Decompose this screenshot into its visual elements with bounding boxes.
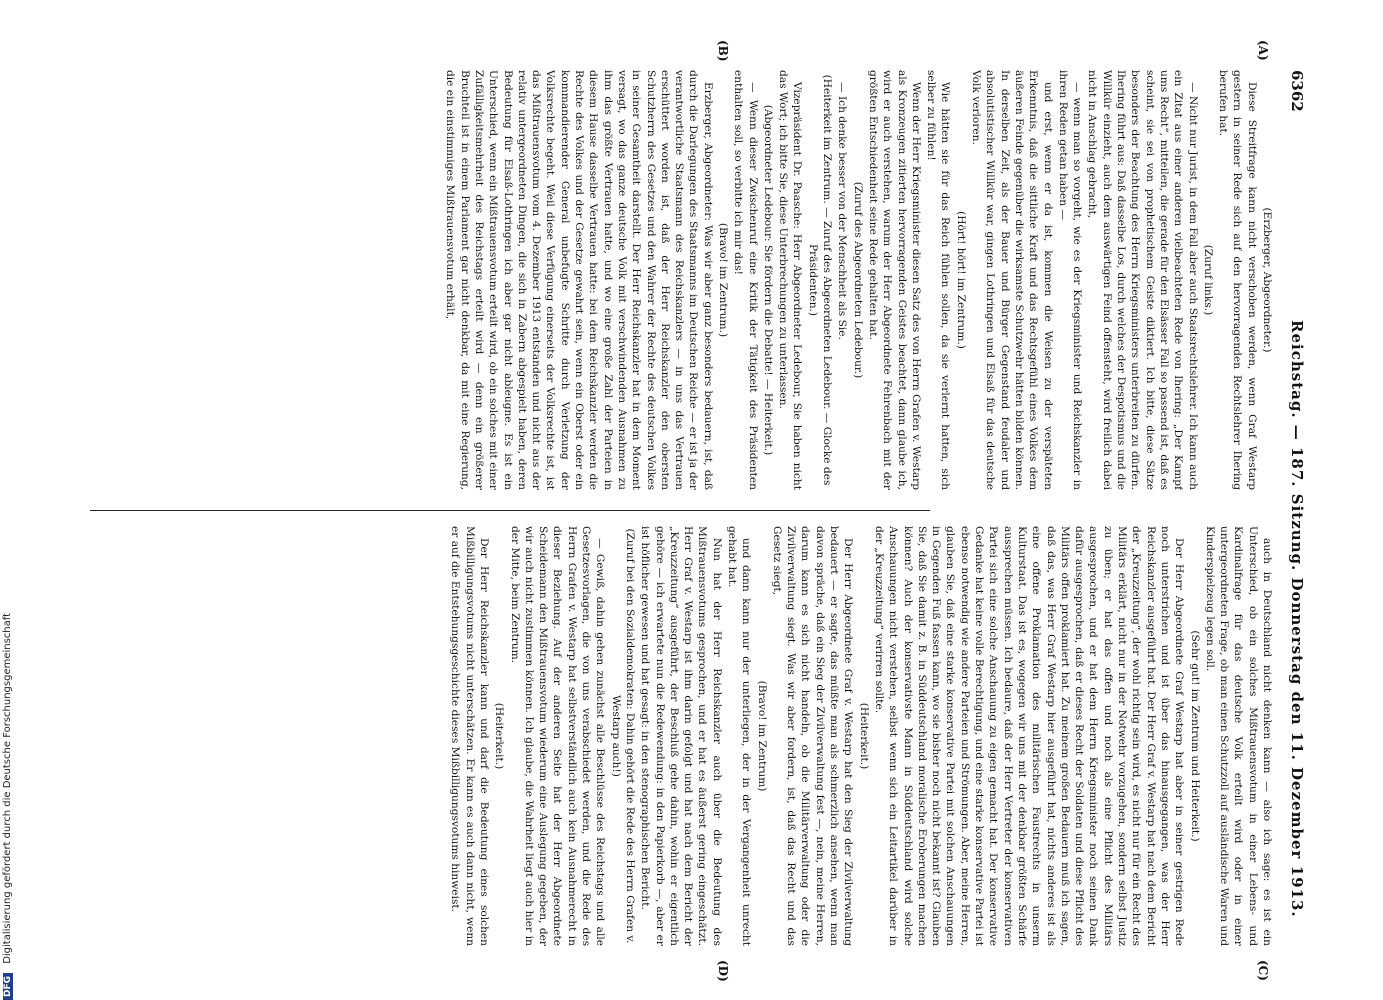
paragraph: (Erzberger, Abgeordneter.) <box>1261 207 1273 353</box>
page-number: 6362 <box>1288 70 1306 112</box>
left-column <box>94 70 1274 490</box>
paragraph: (Bravo! im Zentrum.) <box>717 222 730 338</box>
paragraph: (Zuruf des Abgeordneten Ledebour.) <box>851 181 864 379</box>
paragraph: und dann kann nur der unterliegen, der in der Vergangenheit unrecht gehabt hat. <box>726 526 753 946</box>
page-header <box>1284 70 1310 950</box>
paragraph: Wenn der Herr Kriegsminister diesen Satz des von Herrn Grafen v. Westarp als Kronzeugen zitierten hervorragenden Geistes beachtet, dann glaube ich, wird er auch verstehen, warum der Herr Abgeordnete Fehrenbach mit der größten Entschiedenheit seine Rede gehalten hat. <box>866 70 922 490</box>
paragraph: — Wenn dieser Zwischenruf eine Kritik der Tätigkeit des Präsidenten enthalten soll, so verbitte ich mir das! <box>732 70 759 490</box>
column-divider <box>90 510 930 511</box>
paragraph: — Nicht nur Jurist, in dem Fall aber auch Staatsrechtslehrer. Ich kann auch ein Zitat aus einer anderen vielbeachteten Rede von Ihering: „Der Kampf ums Recht“, mitteilen, die gerade für den Elsässer Fall so passend ist, daß es scheint, sie sei von prophetischem Geiste diktiert. Ich bitte, diese Sätze besonders der Beachtung des Herrn Kriegsministers unterbreiten zu dürfen. Ihering führt aus: Daß dasselbe Los, durch welches der Despotismus und die Willkür einzieht, auch dem auswärtigen Feind offensteht, wird freilich dabei nicht in Anschlag gebracht, <box>1086 70 1199 490</box>
paragraph: Nun hat der Herr Reichskanzler auch über die Bedeutung des Mißtrauensvotums gesprochen, und er hat es äußerst gering eingeschätzt. Herr Graf v. Westarp ist ihm darin gefolgt und hat nach dem Bericht der „Kreuzzeitung“ ausgeführt, der Beschluß gehe dahin, wohin er eigentlich gehöre — ich erwartete nun die Redewendung: in den Papierkorb —, aber er ist höflicher gewesen und hat gesagt: in den stenographischen Bericht. <box>639 526 723 946</box>
margin-marker-d: (D) <box>716 960 730 982</box>
paragraph: (Zuruf links.) <box>1201 244 1214 316</box>
paragraph: und erst, wenn er da ist, kommen die Weisen zu der verspäteten Erkenntnis, daß die sittliche Kraft und das Rechtsgefühl eines Volkes dem äußeren Feinde gegenüber die wirksamste Schutzwehr hätten bilden können. In derselben Zeit, als der Bauer und Bürger Gegenstand feudaler und absolutistischer Willkür war, gingen Lothringen und Elsaß für das deutsche Volk verloren. <box>970 70 1054 490</box>
margin-marker-a: (A) <box>1256 40 1270 61</box>
paragraph: (Zuruf bei den Sozialdemokraten: Dahin gehört die Rede des Herrn Grafen v. Westarp auch!) <box>609 528 636 944</box>
dfg-logo: DFG <box>3 973 13 1000</box>
page-title: Reichstag. — 187. Sitzung. Donnerstag den 11. Dezember 1913. <box>1288 320 1306 918</box>
paragraph: Erzberger, Abgeordneter: Was wir aber ganz besonders bedauern, ist, daß durch die Darlegungen des Staatsmanns im Deutschen Reiche — er ist ja der verantwortliche Staatsmann des Reichskanzlers — in uns das Vertrauen erschüttert worden ist, daß der Herr Reichskanzler den obersten Schutzherrn des Gesetzes und den Wahrer der Rechte des deutschen Volkes in seiner Gesamtheit darstellt. Der Herr Reichskanzler hat in dem Moment versagt, wo das ganze deutsche Volk mit verschwindenden Ausnahmen zu ihm das größte Vertrauen hatte, und wo eine große Zahl der Parteien in diesem Hause dasselbe Vertrauen hatte: bei dem Reichskanzler werden die Rechte des Volkes und der Gesetze gewahrt sein, wenn ein Oberst oder ein kommandierender General unbefugte Schritte durch Verletzung der Volksrechte begeht. Weil diese Verfügung einerseits der Volksrechte ist, ist das Mißtrauensvotum vom 4. Dezember 1913 entstanden und nicht aus der relativ untergeordneten Dingen, die sich in Zabern abgespielt haben, deren Bedeutung für Elsaß-Lothringen ich aber gar nicht ableugne. Es ist ein Unterschied, wenn ein Mißtrauensvotum erteilt wird, ob ein solches mit einer Zufälligkeitsmehrheit des Reichstags erteilt wird — denn ein größerer Bruchteil ist in einem Parlament gar nicht denkbar, da mit eine Regierung, die ein einstimmiges Mißtrauensvotum erhält, <box>444 70 714 490</box>
paragraph: (Heiterkeit im Zentrum. — Zuruf des Abgeordneten Ledebour. — Glocke des Präsidenten.) <box>806 74 834 486</box>
funding-text: Digitalisierung gefördert durch die Deutsche Forschungsgemeinschaft <box>2 612 13 964</box>
paragraph: Vizepräsident Dr. Paasche: Herr Abgeordneter Ledebour, Sie haben nicht das Wort; ich bitte Sie, diese Unterbrechungen zu unterlassen. <box>777 70 804 490</box>
margin-marker-c: (C) <box>1256 960 1270 981</box>
funding-note <box>2 0 16 1000</box>
paragraph: (Heiterkeit.) <box>493 702 506 770</box>
paragraph: (Hört! hört! im Zentrum.) <box>954 211 967 349</box>
paragraph: — Gewiß, dahin gehen zunächst alle Beschlüsse des Reichstags und alle Gesetzesvorlagen, die von uns verabschiedet werden, und die Rede des Herrn Grafen v. Westarp hat selbstverständlich auch kein Ausnahmerecht in dieser Beziehung. Auf der anderen Seite hat der Herr Abgeordnete Scheidemann den Mißtrauensvotum wiederum eine Auslegung gegeben, der wir auch nicht zustimmen können. Ich glaube, die Wahrheit liegt auch hier in der Mitte, beim Zentrum. <box>508 526 607 946</box>
paragraph: (Sehr gut! im Zentrum und Heiterkeit.) <box>1188 630 1201 842</box>
paragraph: (Heiterkeit.) <box>857 702 870 770</box>
paragraph: auch in Deutschland nicht denken kann — also ich sage: es ist ein Unterschied, ob ein solches Mißtrauensvotum in einer Lebens- und Kardinalfrage für das deutsche Volk erteilt wird oder in einer untergeordneten Frage, ob man einen Schutzzoll auf ausländische Waren und Kinderspielzeug legen soll. <box>1203 526 1273 946</box>
paragraph: Wie hätten sie für das Reich fühlen sollen, da sie verlernt hatten, sich selber zu fühlen! <box>925 70 952 490</box>
paragraph: — Ich denke besser von der Menschheit als Sie. <box>836 82 849 340</box>
paragraph: (Bravo! im Zentrum) <box>755 680 768 792</box>
paragraph: — wenn man so vorgeht, wie es der Kriegsminister und Reichskanzler in ihren Reden getan haben — <box>1056 70 1084 490</box>
paragraph: Der Herr Abgeordnete Graf v. Westarp hat den Sieg der Zivilverwaltung bedauert — er sagte, das müßte man als schmerzlich ansehen, wenn man davon spräche, daß ein Sieg der Zivilverwaltung fest —, nein, meine Herren, darum kann es sich nicht handeln, ob die Militärverwaltung oder die Zivilverwaltung siegt. Was wir aber fordern, ist, daß das Recht und das Gesetz siegt, <box>770 526 855 946</box>
right-column <box>94 526 1274 946</box>
paragraph: (Abgeordneter Ledebour: Sie fördern die Debatte! — Heiterkeit.) <box>761 104 774 456</box>
margin-marker-b: (B) <box>716 40 730 62</box>
paragraph: Der Herr Abgeordnete Graf Westarp hat aber in seiner gestrigen Rede noch unterstrichen und ist über das hinausgegangen, was der Herr Reichskanzler ausgeführt hat. Der Herr Graf v. Westarp hat nach dem Bericht der „Kreuzzeitung“, der wohl richtig sein wird, es nicht nur für ein Recht des Militärs erklärt, nicht nur in der Notwehr vorzugehen, sondern selbst Justiz zu üben; er hat das offen und noch als eine Pflicht des Militärs ausgesprochen, und er hat dem Herrn Kriegsminister noch seinen Dank dafür ausgesprochen, daß er dieses Recht der Soldaten und diese Pflicht des Militärs offen proklamiert hat. Zu meinem großen Bedauern muß ich sagen, daß das, was Herr Graf Westarp hier ausgeführt hat, nichts anderes ist als eine offene Proklamation des militärischen Faustrechts in unserm Kulturstaat. Das ist es, wogegen wir uns mit der denkbar größten Schärfe aussprechen müssen. Ich bedaure, daß der Herr Vertreter der konservativen Partei sich eine solche Anschauung zu eigen gemacht hat. Der konservative Gedanke hat keine volle Berechtigung, und eine starke konservative Partei ist ebenso notwendig wie andere Parteien und Strömungen. Aber, meine Herren, glauben Sie, daß eine starke konservative Partei mit solchen Anschauungen in Gegenden Fuß fassen kann, wo sie bisher noch nicht bekannt ist? Glauben Sie, daß Sie damit z. B. in Süddeutschland moralische Eroberungen machen können? Auch der konservativste Mann in Süddeutschland wird solche Anschauungen nicht verstehen, selbst wenn sich ein Leitartikel darüber in der „Kreuzzeitung“ verirren sollte. <box>872 526 1186 946</box>
rotated-page <box>80 40 1310 982</box>
paragraph: Diese Streitfrage kann nicht verschoben werden, wenn Graf Westarp gestern in seiner Rede sich auf den hervorragenden Rechtslehrer Ihering berufen hat. <box>1217 70 1258 490</box>
paragraph: Der Herr Reichskanzler kann und darf die Bedeutung eines solchen Mißbilligungsvotums nicht unterschätzen. Er kann es auch dann nicht, wenn er auf die Entstehungsgeschichte dieses Mißbilligungsvotums hinweist. <box>449 526 490 946</box>
